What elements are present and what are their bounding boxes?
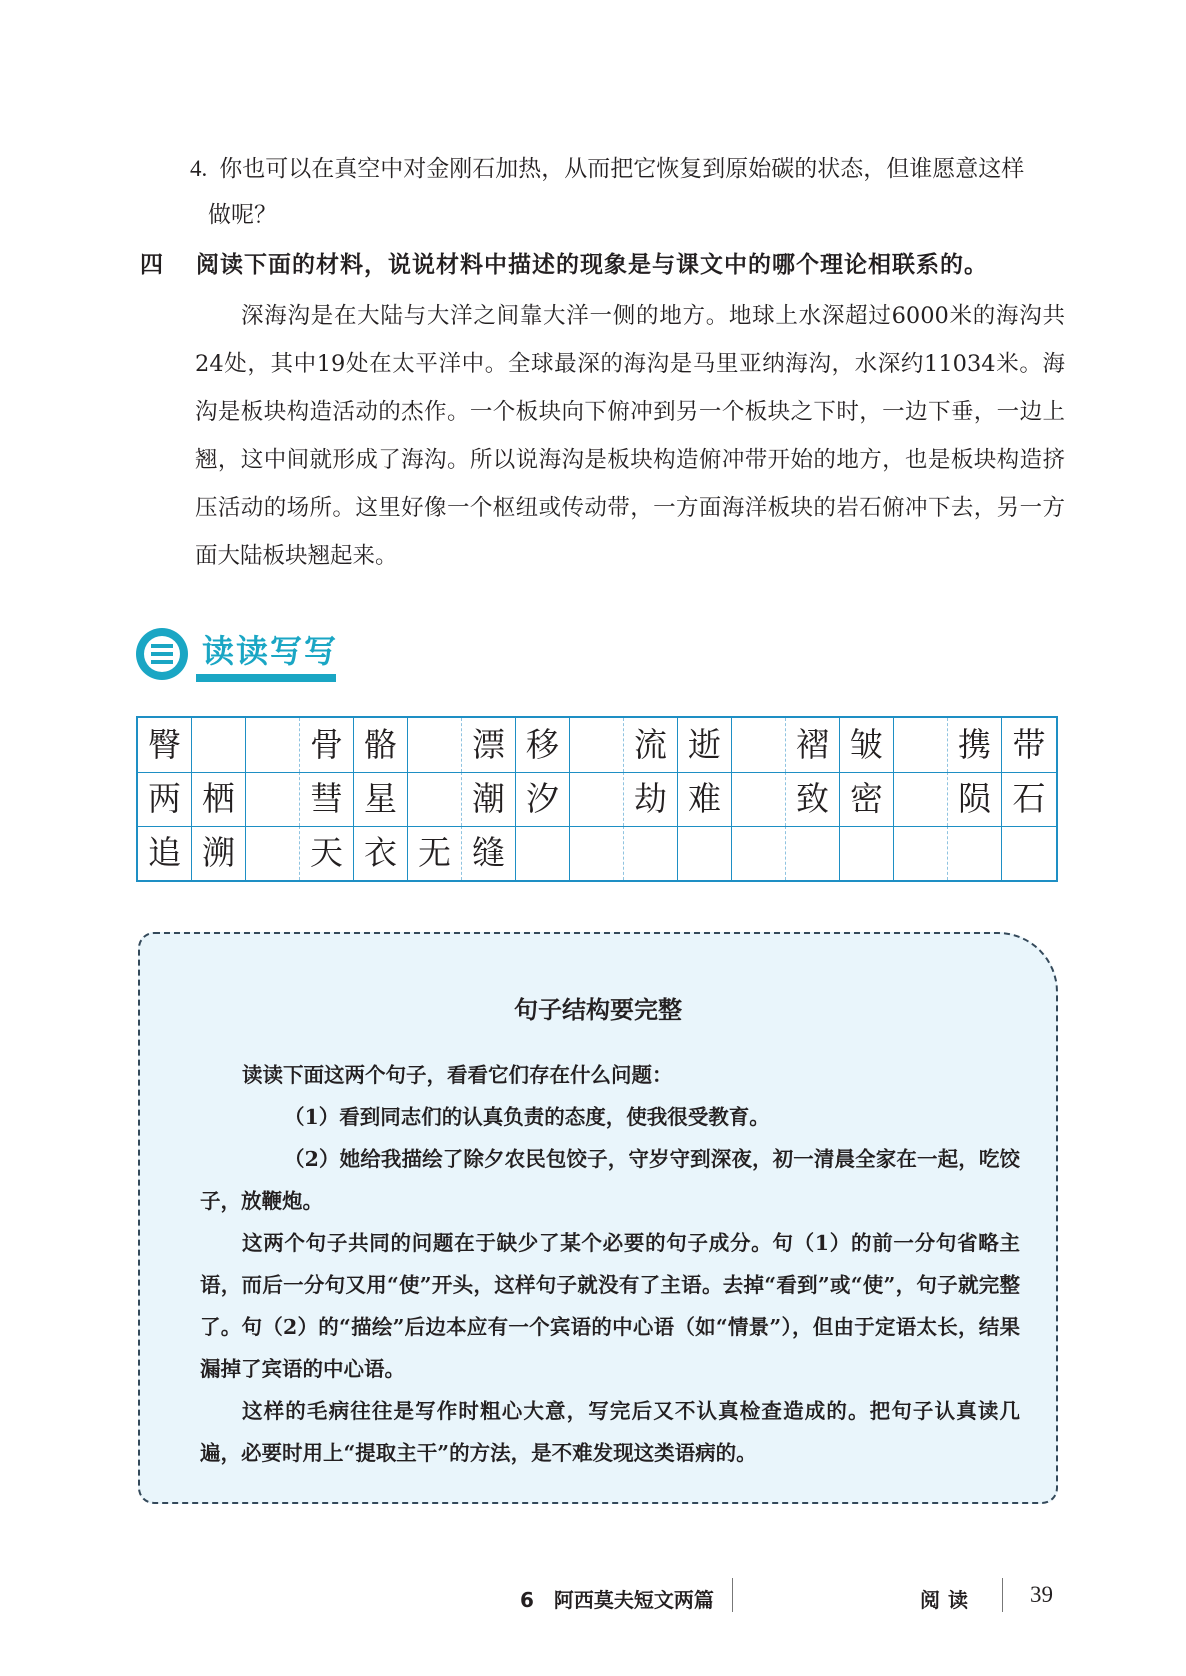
section-4-heading bbox=[140, 246, 988, 279]
grid-cell: 劫 bbox=[624, 772, 678, 826]
grid-cell: 追 bbox=[138, 826, 192, 880]
grid-cell bbox=[408, 772, 462, 826]
grid-cell: 天 bbox=[300, 826, 354, 880]
footer-lesson: 6 阿西莫夫短文两篇 bbox=[520, 1588, 714, 1612]
tip-example-1: （1）看到同志们的认真负责的态度，使我很受教育。 bbox=[284, 1105, 770, 1129]
grid-cell bbox=[624, 826, 678, 880]
exercise-text: 你也可以在真空中对金刚石加热，从而把它恢复到原始碳的状态，但谁愿意这样 bbox=[219, 156, 1025, 182]
vocabulary-grid bbox=[136, 716, 1058, 882]
tip-advice: 这样的毛病往往是写作时粗心大意，写完后又不认真检查造成的。把句子认真读几遍，必要时用上“提取主干”的方法，是不难发现这类语病的。 bbox=[200, 1399, 1020, 1465]
grid-cell: 衣 bbox=[354, 826, 408, 880]
tip-body bbox=[200, 1054, 1020, 1474]
grid-cell: 潮 bbox=[462, 772, 516, 826]
grid-cell: 致 bbox=[786, 772, 840, 826]
grid-cell: 溯 bbox=[192, 826, 246, 880]
grid-cell: 骼 bbox=[354, 718, 408, 772]
page-footer bbox=[0, 1584, 1186, 1614]
grid-cell: 无 bbox=[408, 826, 462, 880]
exercise-4 bbox=[190, 146, 1070, 238]
grid-cell bbox=[1002, 826, 1056, 880]
grid-cell: 难 bbox=[678, 772, 732, 826]
footer-divider bbox=[732, 1578, 733, 1612]
read-write-header bbox=[136, 620, 436, 690]
grid-cell bbox=[894, 826, 948, 880]
grid-cell: 两 bbox=[138, 772, 192, 826]
footer-section: 阅读 bbox=[920, 1588, 976, 1612]
grid-cell bbox=[948, 826, 1002, 880]
grid-row-line bbox=[138, 772, 1056, 773]
grid-cell bbox=[894, 772, 948, 826]
grid-cell bbox=[732, 772, 786, 826]
grid-cell bbox=[246, 718, 300, 772]
grid-cell bbox=[786, 826, 840, 880]
page-number: 39 bbox=[1030, 1582, 1053, 1607]
grid-cell: 携 bbox=[948, 718, 1002, 772]
grid-cell: 漂 bbox=[462, 718, 516, 772]
grid-cell: 石 bbox=[1012, 779, 1046, 818]
grid-cell: 彗 bbox=[300, 772, 354, 826]
grid-cell: 骨 bbox=[300, 718, 354, 772]
tip-example-2: （2）她给我描绘了除夕农民包饺子，守岁守到深夜，初一清晨全家在一起，吃饺子，放鞭炮。 bbox=[200, 1147, 1020, 1213]
grid-cell bbox=[570, 718, 624, 772]
tip-explanation: 这两个句子共同的问题在于缺少了某个必要的句子成分。句（1）的前一分句省略主语，而后一分句又用“使”开头，这样句子就没有了主语。去掉“看到”或“使”，句子就完整了。句（2）的“描绘”后边本应有一个宾语的中心语（如“情景”），但由于定语太长，结果漏掉了宾语的中心语。 bbox=[200, 1231, 1020, 1381]
grid-cell bbox=[732, 826, 786, 880]
grid-cell bbox=[732, 718, 786, 772]
grid-cell bbox=[570, 772, 624, 826]
grid-cell: 褶 bbox=[786, 718, 840, 772]
grid-cell: 栖 bbox=[192, 772, 246, 826]
grid-cell: 密 bbox=[840, 772, 894, 826]
tip-intro: 读读下面这两个句子，看看它们存在什么问题： bbox=[242, 1063, 673, 1087]
footer-divider bbox=[1002, 1578, 1003, 1612]
grid-row bbox=[138, 772, 1056, 826]
grid-cell: 陨 bbox=[948, 772, 1002, 826]
grid-cell bbox=[678, 826, 732, 880]
grid-cell: 流 bbox=[624, 718, 678, 772]
tip-title: 句子结构要完整 bbox=[514, 995, 682, 1024]
exercise-number: 4. bbox=[190, 156, 208, 181]
section-badge-icon bbox=[136, 628, 188, 680]
grid-cell bbox=[246, 826, 300, 880]
title-underline bbox=[196, 674, 336, 682]
read-write-title: 读读写写 bbox=[202, 632, 339, 670]
section-prompt: 阅读下面的材料，说说材料中描述的现象是与课文中的哪个理论相联系的。 bbox=[196, 251, 988, 278]
writing-tip-box bbox=[138, 932, 1058, 1504]
exercise-continuation: 做呢？ bbox=[208, 202, 277, 228]
grid-cell: 移 bbox=[516, 718, 570, 772]
grid-row bbox=[138, 718, 1056, 772]
grid-cell: 缝 bbox=[462, 826, 516, 880]
grid-row bbox=[138, 826, 1056, 880]
grid-cell: 带 bbox=[1012, 725, 1046, 764]
grid-cell: 汐 bbox=[516, 772, 570, 826]
grid-cell: 星 bbox=[354, 772, 408, 826]
grid-cell bbox=[894, 718, 948, 772]
grid-cell bbox=[840, 826, 894, 880]
grid-cell: 臀 bbox=[138, 718, 192, 772]
grid-cell bbox=[408, 718, 462, 772]
section-number: 四 bbox=[140, 251, 164, 278]
reading-passage: 深海沟是在大陆与大洋之间靠大洋一侧的地方。地球上水深超过6000米的海沟共24处，其中19处在太平洋中。全球最深的海沟是马里亚纳海沟，水深约11034米。海沟是板块构造活动的杰作。一个板块向下俯冲到另一个板块之下时，一边下垂，一边上翘，这中间就形成了海沟。所以说海沟是板块构造俯冲带开始的地方，也是板块构造挤压活动的场所。这里好像一个枢纽或传动带，一方面海洋板块的岩石俯冲下去，另一方面大陆板块翘起来。 bbox=[195, 303, 1065, 569]
grid-cell bbox=[192, 718, 246, 772]
grid-cell bbox=[246, 772, 300, 826]
grid-cell bbox=[570, 826, 624, 880]
grid-cell bbox=[516, 826, 570, 880]
grid-cell: 逝 bbox=[678, 718, 732, 772]
grid-cell: 皱 bbox=[840, 718, 894, 772]
grid-row-line bbox=[138, 826, 1056, 827]
